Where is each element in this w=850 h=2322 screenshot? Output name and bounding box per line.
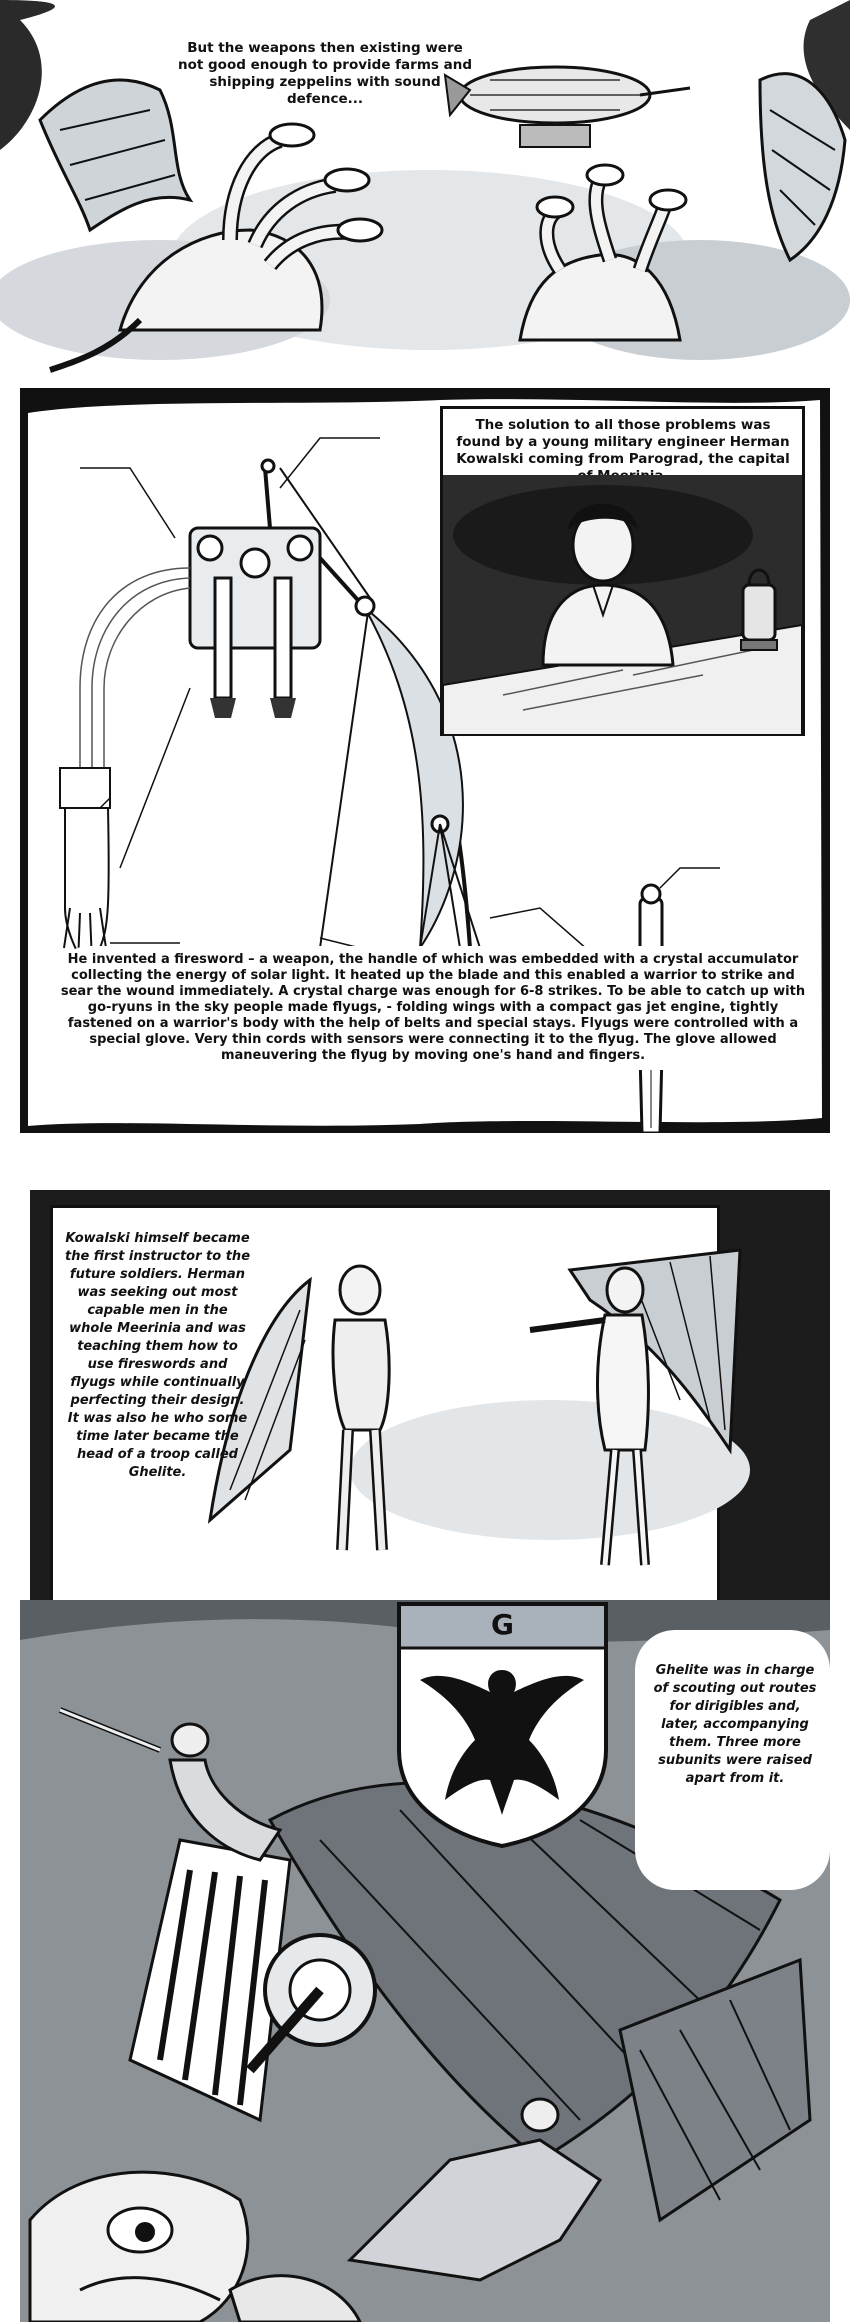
caption-weapons: But the weapons then existing were not good enough to provide farms and shipping zeppelins with sound defence... [177, 40, 473, 107]
emblem-letter: G [491, 1608, 514, 1641]
panel-blueprint [20, 388, 830, 1133]
panel-dragons [0, 0, 850, 390]
caption-kowalski: Kowalski himself became the first instructor to the future soldiers. Herman was seeking out most capable men in the whole Meerinia and was teaching them how to use fireswords and flyugs while continually perfecting their design. It was also he who some time later became the head of a troop called Ghelite. [65, 1231, 251, 1480]
caption-solution: The solution to all those problems was found by a young military engineer Herman Kowalski coming from Parograd, the capital [456, 417, 790, 467]
panel-instructor [30, 1190, 830, 1615]
panel-ghelite [20, 1600, 830, 2322]
caption-firesword: He invented a firesword – a weapon, the handle of which was embedded with a crystal accumulator collecting the energy of solar light. It heated up the blade and this enabled a warrior to strike and sear the wound immediately. A crystal charge was enough for 6-8 strikes. To be able to catch up with go-ryuns in the sky people made flyugs, - folding wings with a compact gas jet engine, tightly fastened on a warrior's body with the help of belts and special stays. Flyugs were controlled with a special glove. Very thin cords with sensors were connecting it to the flyug. The glove allowed maneuvering the flyug by moving one's hand and fingers. [50, 946, 816, 1070]
inset-engineer [440, 406, 805, 736]
engineer-illustration [443, 475, 802, 735]
caption-ghelite: Ghelite was in charge of scouting out routes for dirigibles and, later, accompanying them. Three more subunits were raised apart from it. [653, 1663, 817, 1786]
ghelite-shield [395, 1600, 610, 1850]
